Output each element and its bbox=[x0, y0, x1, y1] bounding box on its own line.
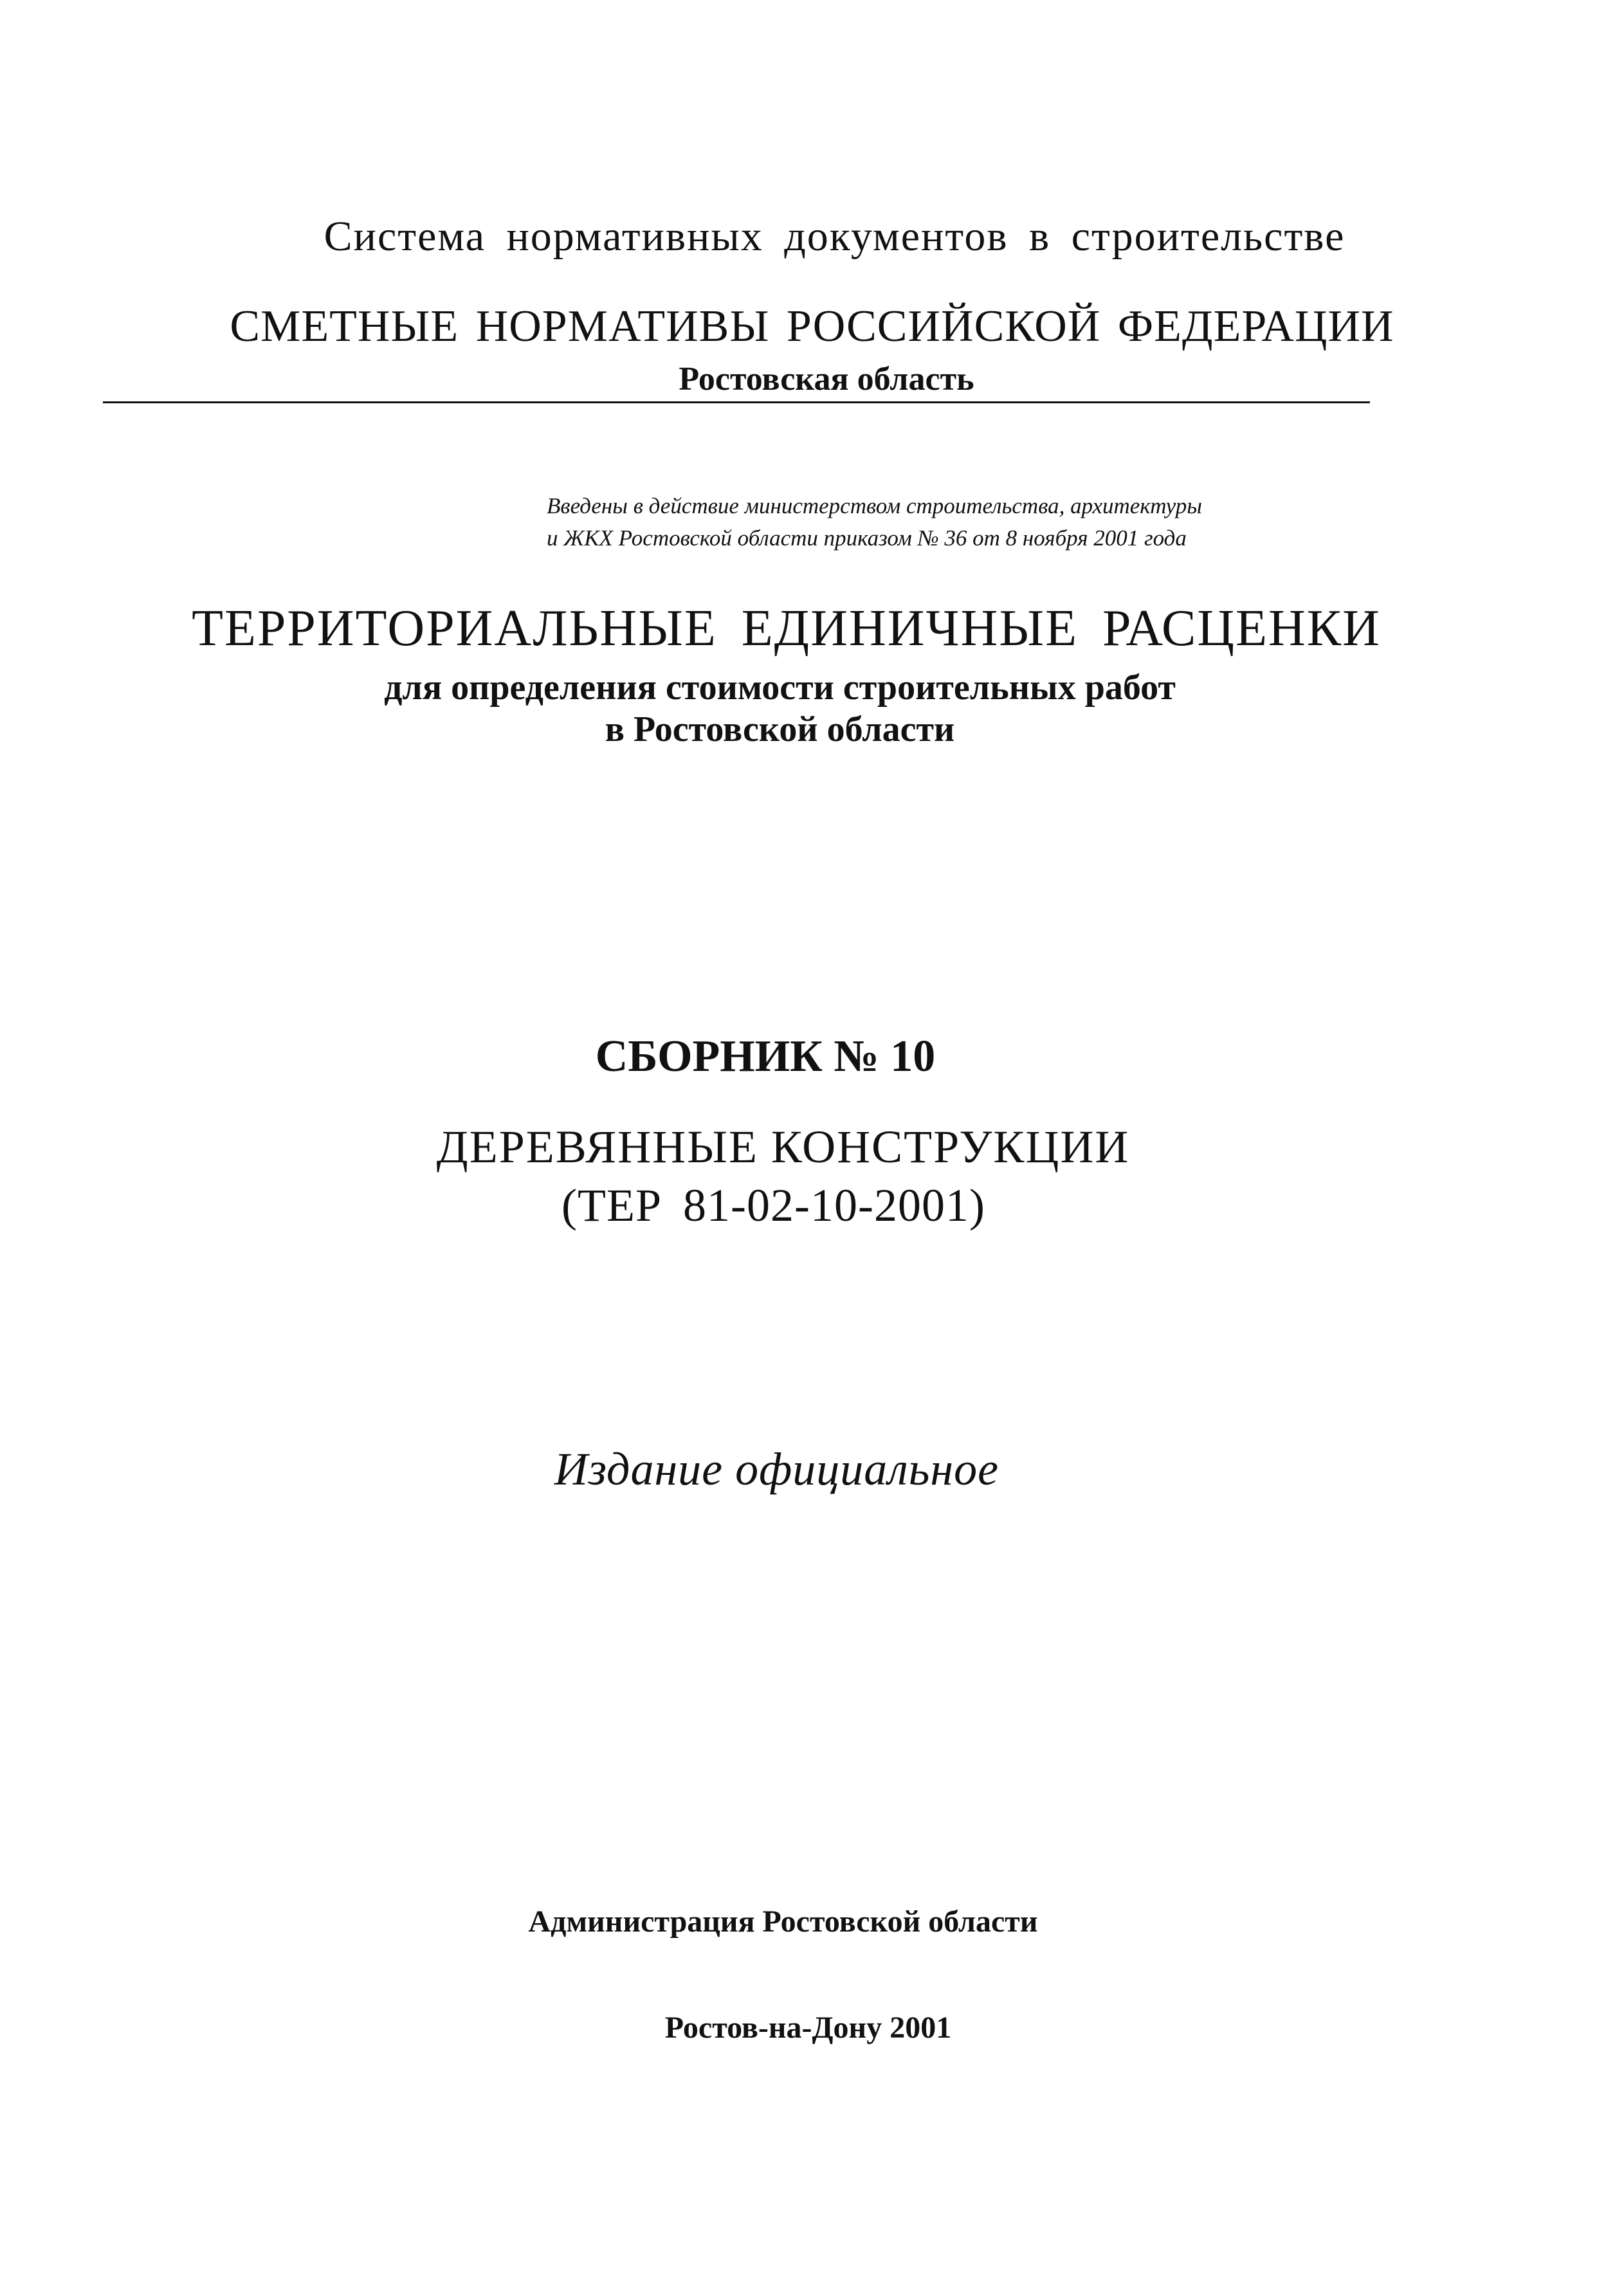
edition-label: Издание официальное bbox=[554, 1443, 999, 1495]
document-title: ТЕРРИТОРИАЛЬНЫЕ ЕДИНИЧНЫЕ РАСЦЕНКИ bbox=[192, 600, 1381, 657]
document-subtitle-line-2: в Ростовской области bbox=[605, 709, 955, 749]
document-code: (ТЕР 81-02-10-2001) bbox=[561, 1180, 985, 1231]
document-subtitle-line-1: для определения стоимости строительных работ bbox=[384, 668, 1176, 708]
introduction-line-1: Введены в действие министерством строительства, архитектуры bbox=[547, 493, 1202, 518]
header-divider bbox=[103, 401, 1370, 403]
place-and-year: Ростов-на-Дону 2001 bbox=[664, 2011, 952, 2045]
series-title: Система нормативных документов в строительстве bbox=[324, 213, 1346, 260]
introduction-line-2: и ЖКХ Ростовской области приказом № 36 от 8 ноября 2001 года bbox=[547, 525, 1187, 551]
region-label: Ростовская область bbox=[679, 361, 974, 397]
main-title: СМЕТНЫЕ НОРМАТИВЫ РОССИЙСКОЙ ФЕДЕРАЦИИ bbox=[230, 302, 1394, 351]
section-title: ДЕРЕВЯННЫЕ КОНСТРУКЦИИ bbox=[436, 1121, 1130, 1173]
collection-label: СБОРНИК № 10 bbox=[595, 1032, 936, 1081]
publisher: Администрация Ростовской области bbox=[528, 1905, 1038, 1939]
